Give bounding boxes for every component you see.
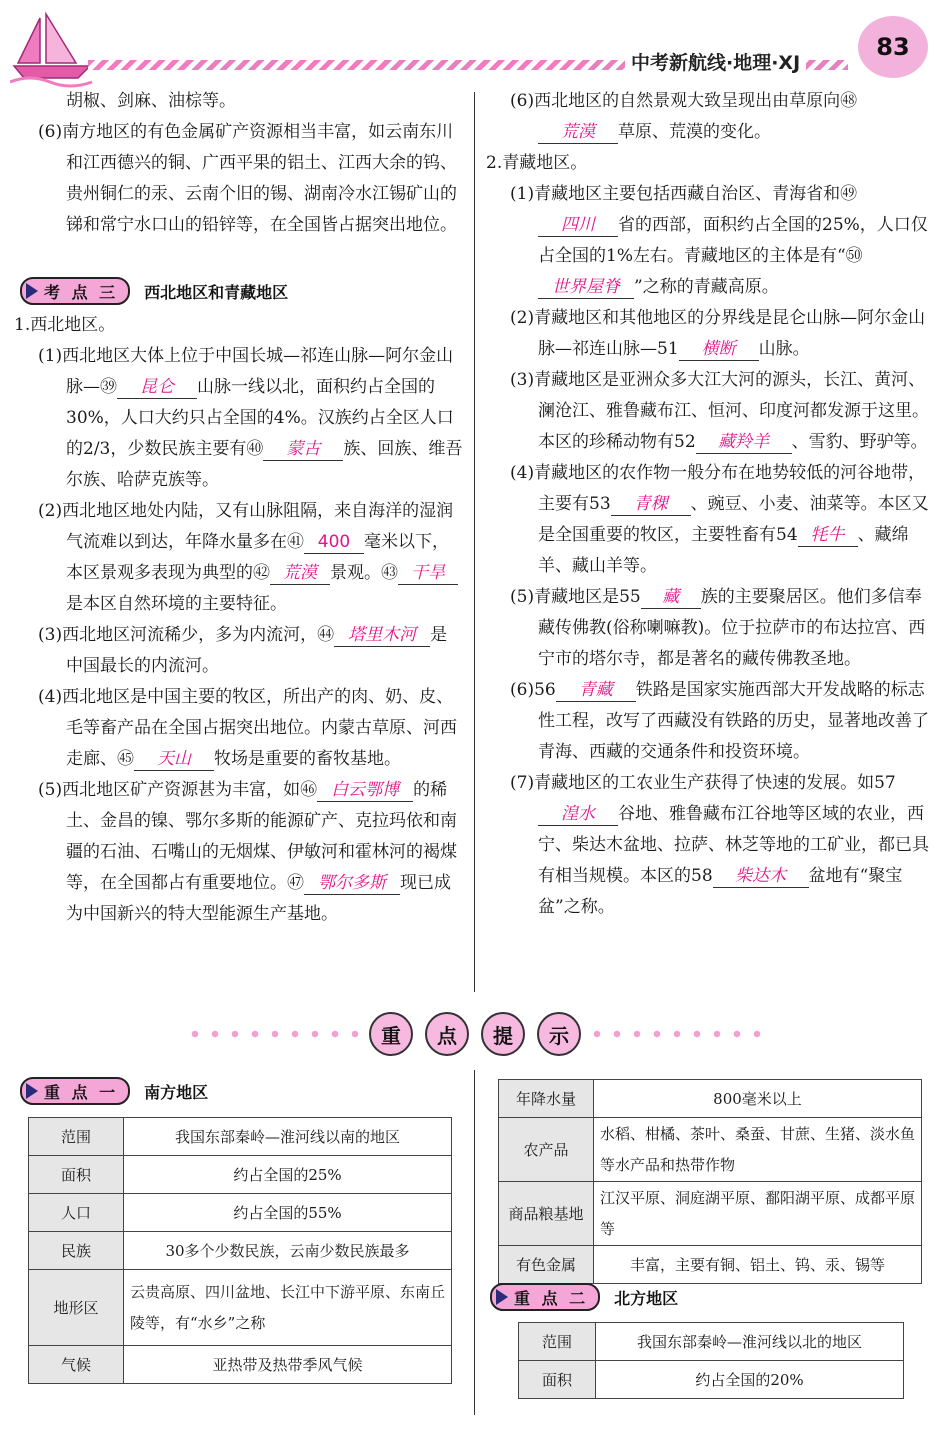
banner-char-1: 重 [369,1012,413,1056]
section-2-title: 2.青藏地区。 [486,153,588,173]
item-4: (4)西北地区是中国主要的牧区，所出产的肉、奶、皮、毛等畜产品在全国占据突出地位。内蒙古草原、河西走廊、㊺ 天山 牧场是重要的畜牧基地。 [38,687,457,769]
table-row: 农产品 水稻、柑橘、茶叶、桑蚕、甘蔗、生猪、淡水鱼等水产品和热带作物 [499,1118,922,1182]
answer-46: 白云鄂博 [317,779,413,802]
answer-47: 鄂尔多斯 [304,872,400,895]
answer-45: 天山 [134,748,214,771]
answer-43: 干旱 [398,562,458,585]
answer-48: 荒漠 [538,121,618,144]
table-row: 面积 约占全国的25% [29,1156,452,1194]
key-points-banner [185,1012,765,1056]
zhongdian-1-tag: 重 点 一 [20,1077,130,1105]
answer-52: 藏羚羊 [696,431,792,454]
kaodian-3-title: 西北地区和青藏地区 [144,282,289,302]
table-row: 范围 我国东部秦岭—淮河线以南的地区 [29,1118,452,1156]
answer-40: 蒙古 [263,438,343,461]
table-row: 地形区 云贵高原、四川盆地、长江中下游平原、东南丘陵等，有“水乡”之称 [29,1270,452,1346]
table-row: 人口 约占全国的55% [29,1194,452,1232]
qz-item-7: (7)青藏地区的工农业生产获得了快速的发展。如57湟水 谷地、雅鲁藏布江谷地等区域的农业，西宁、柴达木盆地、拉萨、林芝等地的工矿业，都已具有相当规模。本区的58 柴达木 盆地有“聚宝盆”之称。 [510,773,929,917]
paragraph-6: (6)南方地区的有色金属矿产资源相当丰富，如云南东川和江西德兴的铜、广西平果的铝土、江西大余的钨、贵州铜仁的汞、云南个旧的锡、湖南冷水江锡矿山的锑和常宁水口山的铅锌等，在全国皆占据突出地位。 [38,122,457,235]
zhongdian-2-title: 北方地区 [614,1288,679,1308]
section-1-title: 1.西北地区。 [14,315,116,335]
play-icon [26,1083,38,1099]
page-number: 83 [858,16,928,78]
answer-44: 塔里木河 [334,624,430,647]
table-row: 商品粮基地 江汉平原、洞庭湖平原、鄱阳湖平原、成都平原等 [499,1182,922,1246]
answer-39: 昆仑 [117,376,197,399]
answer-49: 四川 [538,214,618,237]
item-1: (1)西北地区大体上位于中国长城—祁连山脉—阿尔金山脉—㊴ 昆仑 山脉一线以北，面积约占全国的30%，人口大约只占全国的4%。汉族约占全区人口的2/3，少数民族主要有㊵ 蒙古 族、回族、维吾尔族、哈萨克族等。 [38,346,463,490]
zhongdian-2-heading [490,1284,678,1310]
banner-char-2: 点 [425,1012,469,1056]
answer-51: 横断 [679,338,759,361]
item-2: (2)西北地区地处内陆，又有山脉阻隔，来自海洋的湿润气流难以到达，年降水量多在㊶ 400 毫米以下，本区景观多表现为典型的㊷ 荒漠 景观。㊸ 干旱是本区自然环境的主要特征。 [14,496,464,620]
left-column [14,86,464,241]
table-row: 年降水量 800毫米以上 [499,1080,922,1118]
sailboat-logo-icon [10,8,100,88]
table-row: 民族 30多个少数民族，云南少数民族最多 [29,1232,452,1270]
south-region-table-continued [498,1079,922,1284]
column-divider [474,92,475,992]
item-3: (3)西北地区河流稀少，多为内流河，㊹ 塔里木河 是中国最长的内流河。 [38,625,448,676]
answer-41: 400 [304,531,364,554]
continuation-text: 胡椒、剑麻、油棕等。 [66,91,236,111]
answer-42: 荒漠 [270,562,330,585]
south-region-table [28,1117,452,1384]
answer-53: 青稞 [611,493,691,516]
answer-56: 青藏 [556,679,636,702]
banner-dots-right [587,1030,765,1038]
right-column [486,86,934,923]
page-header [0,0,950,90]
qz-item-1: (1)青藏地区主要包括西藏自治区、青海省和㊾四川 省的西部，面积约占全国的25%，人口仅占全国的1%左右。青藏地区的主体是有“㊿世界屋脊 ”之称的青藏高原。 [510,184,928,297]
banner-dots-left [185,1030,363,1038]
answer-54: 牦牛 [798,524,858,547]
column-divider-bottom [474,1070,475,1415]
qz-item-4: (4)青藏地区的农作物一般分布在地势较低的河谷地带，主要有53 青稞 、豌豆、小麦、油菜等。本区又是全国重要的牧区，主要牲畜有54 牦牛 、藏绵羊、藏山羊等。 [510,463,929,576]
answer-50: 世界屋脊 [538,276,634,299]
north-region-table [518,1322,904,1399]
header-title: 中考新航线·地理·XJ [625,48,806,75]
kaodian-3-heading [20,278,288,304]
item-5: (5)西北地区矿产资源甚为丰富，如㊻ 白云鄂博 的稀土、金昌的镍、鄂尔多斯的能源矿产、克拉玛依和南疆的石油、石嘴山的无烟煤、伊敏河和霍林河的褐煤等，在全国都占有重要地位。㊼ 鄂尔多斯 现已成为中国新兴的特大型能源生产基地。 [38,780,457,924]
play-icon [26,283,38,299]
qz-item-3: (3)青藏地区是亚洲众多大江大河的源头，长江、黄河、澜沧江、雅鲁藏布江、恒河、印度河都发源于这里。本区的珍稀动物有52 藏羚羊 、雪豹、野驴等。 [510,370,929,452]
banner-char-3: 提 [481,1012,525,1056]
play-icon [496,1289,508,1305]
item-6: (6)西北地区的自然景观大致呈现出由草原向㊽荒漠 草原、荒漠的变化。 [510,91,858,142]
table-row: 范围 我国东部秦岭—淮河线以北的地区 [519,1323,904,1361]
zhongdian-1-title: 南方地区 [144,1082,209,1102]
kaodian-3-tag: 考 点 三 [20,277,130,305]
answer-58: 柴达木 [713,865,809,888]
qz-item-2: (2)青藏地区和其他地区的分界线是昆仑山脉—阿尔金山脉—祁连山脉—51 横断 山脉。 [510,308,926,359]
table-row: 面积 约占全国的20% [519,1361,904,1399]
qz-item-6: (6)56 青藏 铁路是国家实施西部大开发战略的标志性工程，改写了西藏没有铁路的历史，显著地改善了青海、西藏的交通条件和投资环境。 [510,680,929,762]
northwest-section [14,310,464,930]
table-row: 有色金属 丰富，主要有铜、铝土、钨、汞、锡等 [499,1246,922,1284]
banner-char-4: 示 [537,1012,581,1056]
answer-57: 湟水 [538,803,618,826]
answer-55: 藏 [641,586,701,609]
qz-item-5: (5)青藏地区是55 藏 族的主要聚居区。他们多信奉藏传佛教(俗称喇嘛教)。位于拉萨市的布达拉宫、西宁市的塔尔寺，都是著名的藏传佛教圣地。 [510,587,926,669]
table-row: 气候 亚热带及热带季风气候 [29,1346,452,1384]
zhongdian-2-tag: 重 点 二 [490,1283,600,1311]
zhongdian-1-heading [20,1078,208,1104]
